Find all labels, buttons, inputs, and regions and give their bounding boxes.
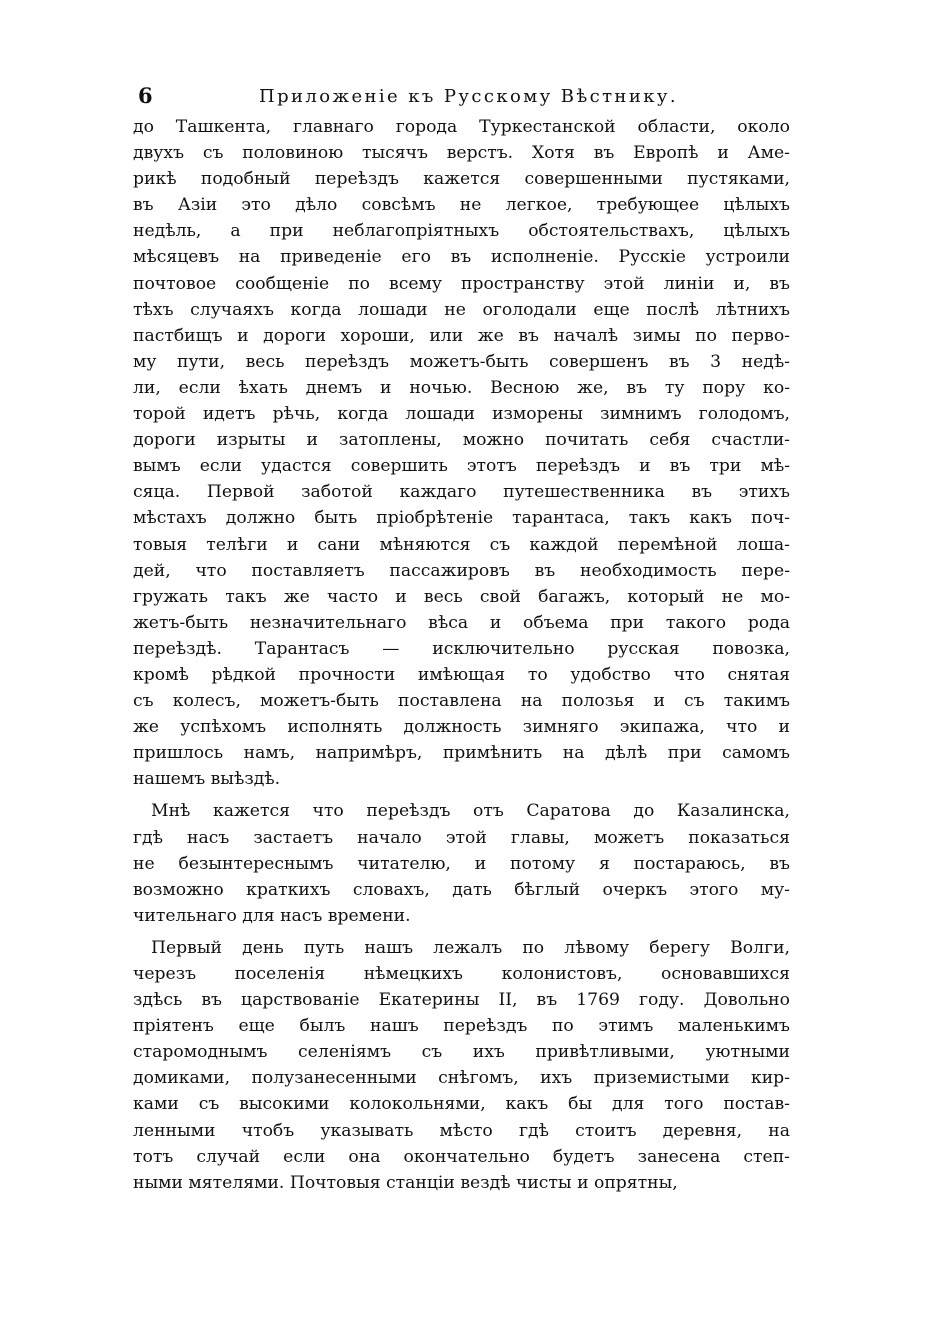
text-line: черезъ поселенія нѣмецкихъ колонистовъ, основавшихся <box>133 964 790 984</box>
text-line: мѣсяцевъ на приведеніе его въ исполненіе. Русскіе устроили <box>133 247 790 268</box>
book-page <box>133 80 793 1196</box>
text-line: жетъ-быть незначительнаго вѣса и объема при такого рода <box>133 612 790 633</box>
paragraph <box>133 114 793 792</box>
text-line: до Ташкента, главнаго города Туркестанской области, около <box>133 117 790 137</box>
paragraph <box>133 935 793 1196</box>
text-line: ленными чтобъ указывать мѣсто гдѣ стоитъ деревня, на <box>133 1120 790 1141</box>
running-title: Приложеніе къ Русскому Вѣстнику. <box>259 86 678 107</box>
text-line: пришлось намъ, напримѣръ, примѣнить на дѣлѣ при самомъ <box>133 743 790 764</box>
text-line: возможно краткихъ словахъ, дать бѣглый очеркъ этого му- <box>133 879 790 900</box>
text-line: Первый день путь нашъ лежалъ по лѣвому берегу Волги, <box>151 937 790 958</box>
text-line: тотъ случай если она окончательно будетъ занесена степ- <box>133 1146 790 1167</box>
text-line: здѣсь въ царствованіе Екатерины II, въ 1769 году. Довольно <box>133 990 790 1011</box>
text-line: двухъ съ половиною тысячъ верстъ. Хотя въ Европѣ и Аме- <box>133 143 790 164</box>
text-line: товыя телѣги и сани мѣняются съ каждой перемѣной лоша- <box>133 534 790 555</box>
text-line: гдѣ насъ застаетъ начало этой главы, можетъ показаться <box>133 827 790 848</box>
text-line: же успѣхомъ исполнять должность зимняго экипажа, что и <box>133 717 790 738</box>
text-line: дороги изрыты и затоплены, можно почитать себя счастли- <box>133 430 790 451</box>
text-line: пастбищъ и дороги хороши, или же въ началѣ зимы по перво- <box>133 325 790 346</box>
page-number: 6 <box>138 83 153 108</box>
text-line: старомоднымъ селеніямъ съ ихъ привѣтливыми, уютными <box>133 1042 790 1063</box>
text-line: пріятенъ еще былъ нашъ переѣздъ по этимъ маленькимъ <box>133 1016 790 1037</box>
text-line: чительнаго для насъ времени. <box>133 905 411 926</box>
text-line: му пути, весь переѣздъ можетъ-быть совершенъ въ 3 недѣ- <box>133 351 790 372</box>
text-line: съ колесъ, можетъ-быть поставлена на полозья и съ такимъ <box>133 691 790 712</box>
text-line: сяца. Первой заботой каждаго путешественника въ этихъ <box>133 482 790 503</box>
text-line: домиками, полузанесенными снѣгомъ, ихъ приземистыми кир- <box>133 1068 790 1089</box>
text-line: гружать такъ же часто и весь свой багажъ, который не мо- <box>133 586 790 607</box>
text-line: не безынтереснымъ читателю, и потому я постараюсь, въ <box>133 853 790 874</box>
text-line: тѣхъ случаяхъ когда лошади не оголодали еще послѣ лѣтнихъ <box>133 299 790 320</box>
text-line: рикѣ подобный переѣздъ кажется совершенными пустяками, <box>133 169 790 190</box>
text-line: нашемъ выѣздѣ. <box>133 769 281 790</box>
text-line: Мнѣ кажется что переѣздъ отъ Саратова до Казалинска, <box>151 801 790 822</box>
text-line: ками съ высокими колокольнями, какъ бы для того постав- <box>133 1094 790 1115</box>
text-line: въ Азіи это дѣло совсѣмъ не легкое, требующее цѣлыхъ <box>133 195 790 216</box>
text-line: торой идетъ рѣчь, когда лошади изморены зимнимъ голодомъ, <box>133 404 790 425</box>
text-line: ными мятелями. Почтовыя станціи вездѣ чисты и опрятны, <box>133 1172 678 1193</box>
text-line: переѣздѣ. Тарантасъ — исключительно русская повозка, <box>133 638 790 659</box>
text-line: мѣстахъ должно быть пріобрѣтеніе тарантаса, такъ какъ поч- <box>133 508 790 529</box>
text-line: кромѣ рѣдкой прочности имѣющая то удобство что снятая <box>133 664 790 685</box>
text-line: дей, что поставляетъ пассажировъ въ необходимость пере- <box>133 560 790 581</box>
text-line: недѣль, а при неблагопріятныхъ обстоятельствахъ, цѣлыхъ <box>133 221 790 242</box>
text-line: вымъ если удастся совершить этотъ переѣздъ и въ три мѣ- <box>133 456 790 477</box>
paragraph <box>133 798 793 928</box>
text-line: ли, если ѣхать днемъ и ночью. Весною же, въ ту пору ко- <box>133 377 790 398</box>
text-line: почтовое сообщеніе по всему пространству этой линіи и, въ <box>133 273 790 294</box>
running-head <box>133 80 793 114</box>
body-text <box>133 114 793 1196</box>
